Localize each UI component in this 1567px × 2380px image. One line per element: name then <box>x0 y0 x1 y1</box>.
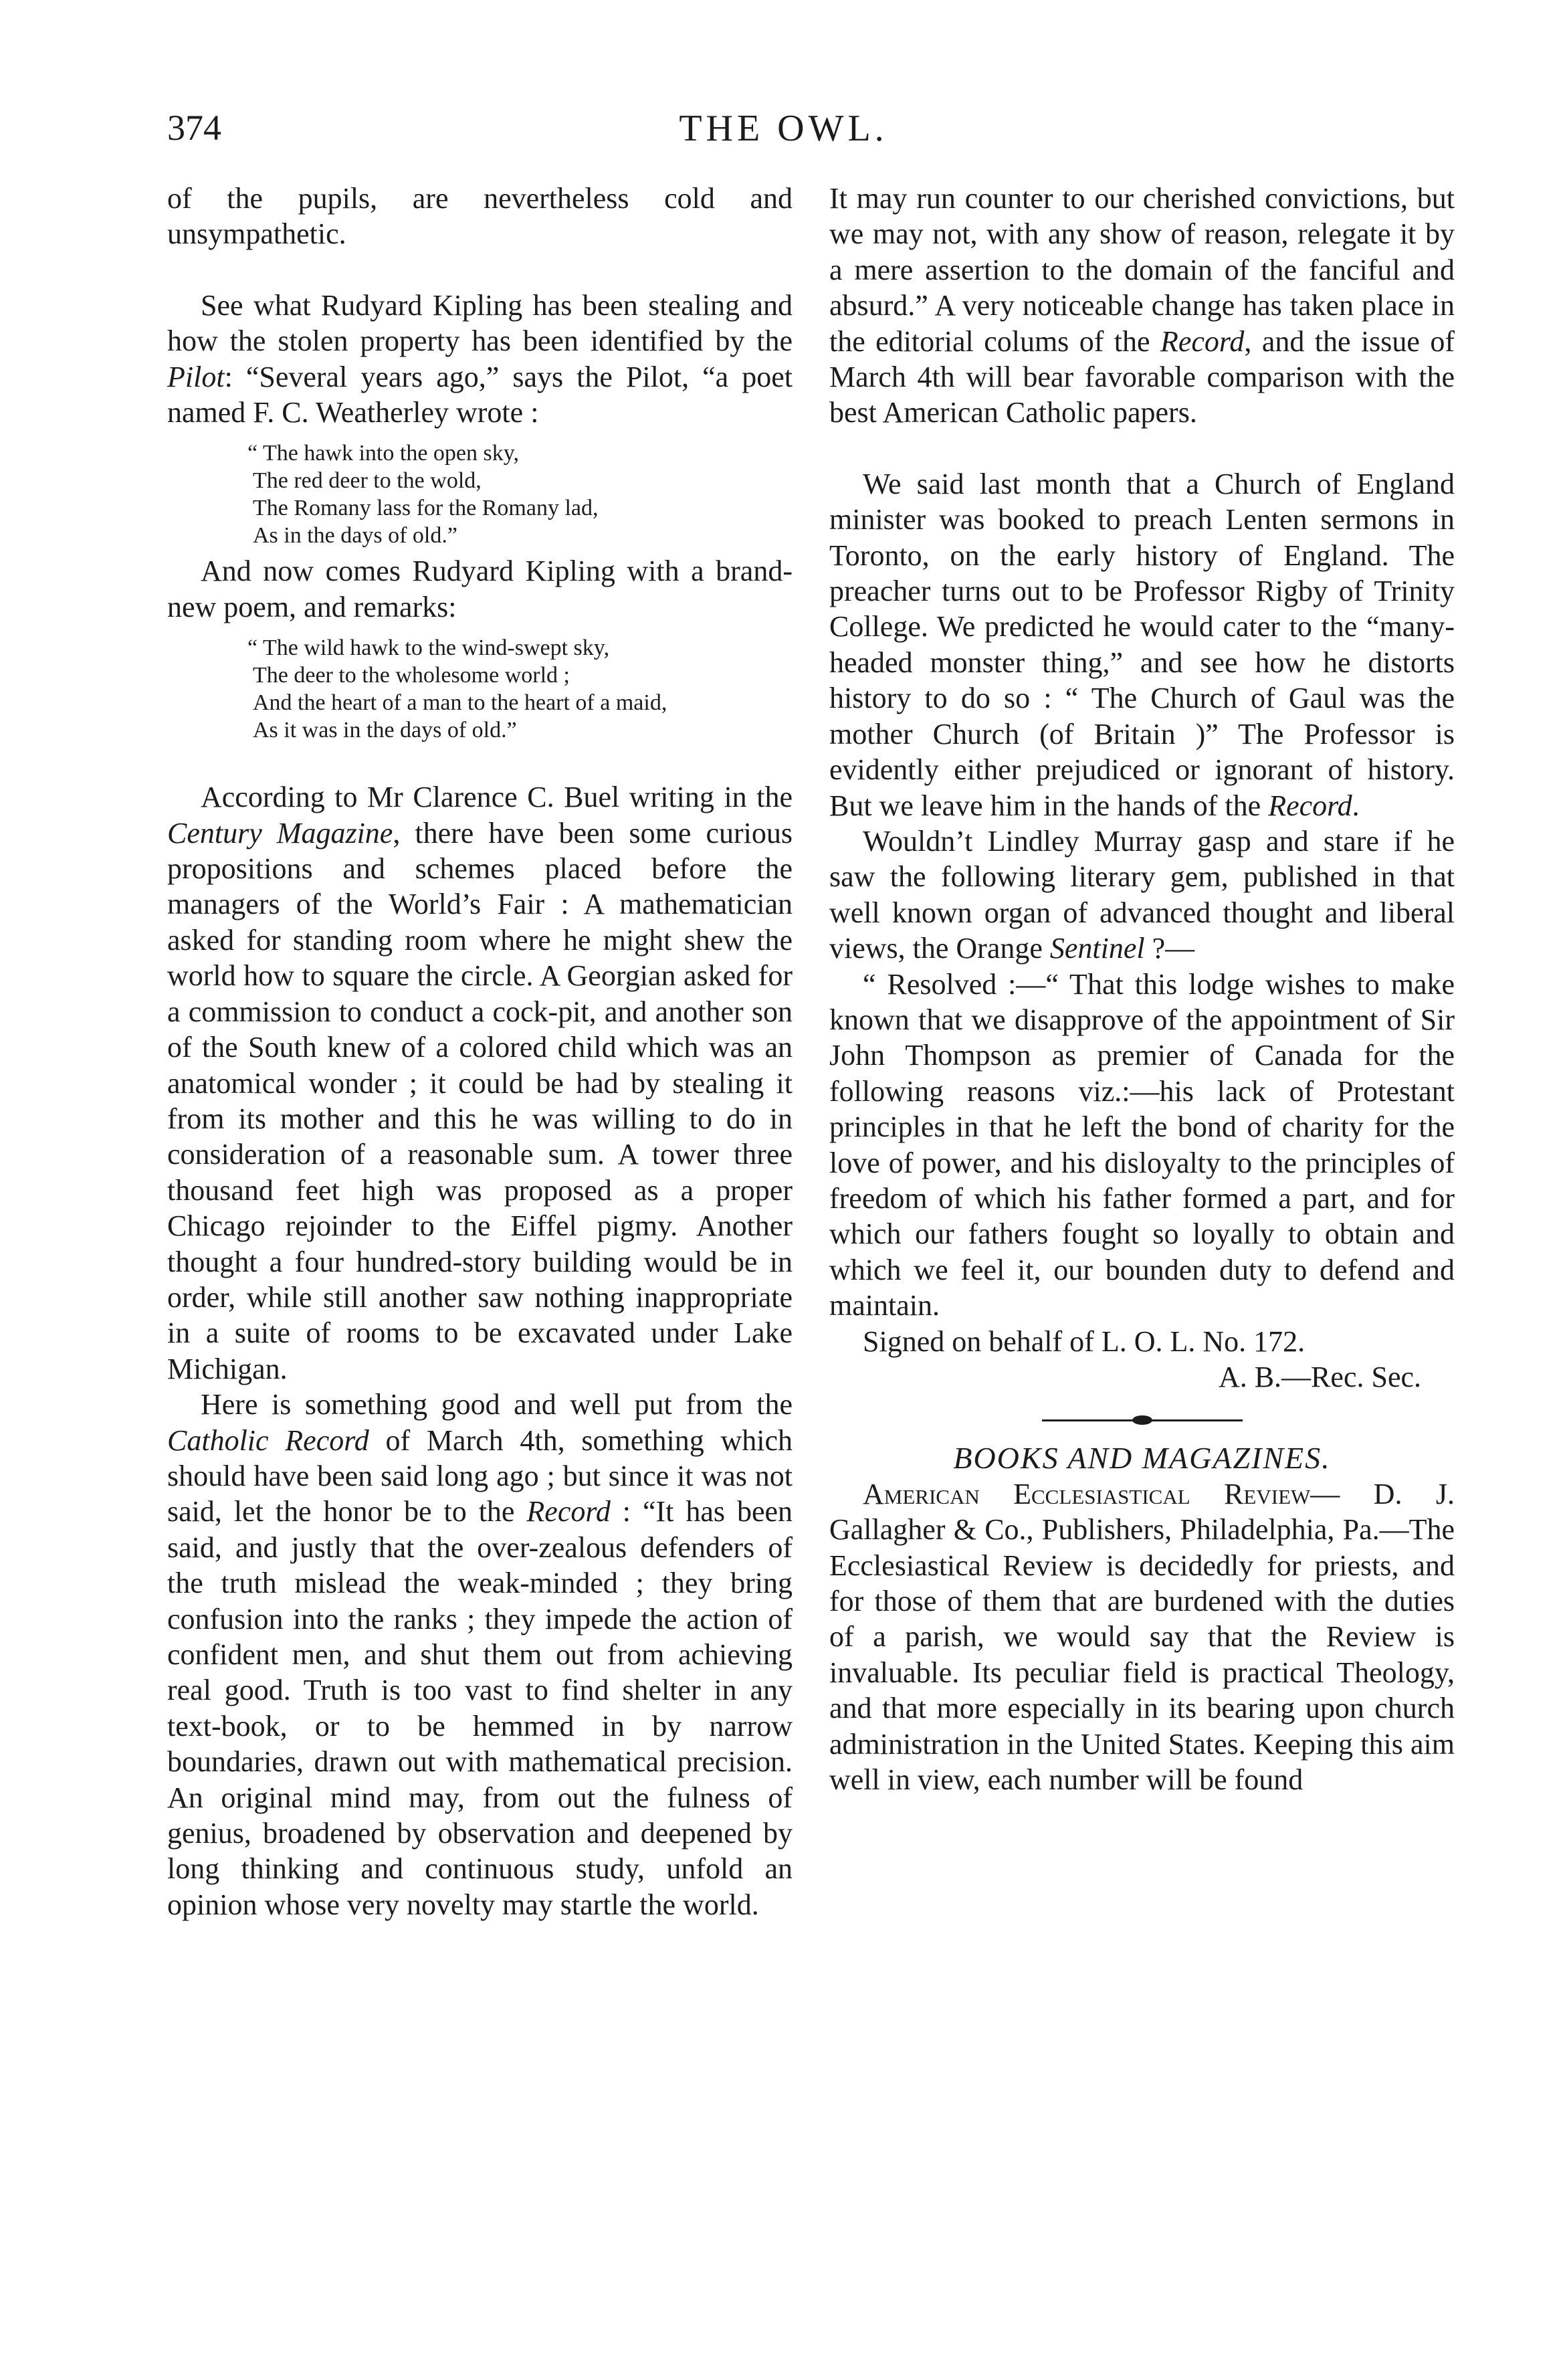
paragraph: It may run counter to our cherished convictions, but we may not, with any show of reason, relegate it by a mere assertion to the domain of the fanciful and absurd.” A very noticeable change has taken place in the editorial colums of the Record, and the issue of March 4th will bear favorable comparison with the best American Catholic papers. <box>829 182 1455 429</box>
verse-quote: “ The wild hawk to the wind-swept sky, The deer to the wholesome world ; And the heart of a man to the heart of a maid, As it was in the days of old.” <box>247 635 667 743</box>
paragraph: See what Rudyard Kipling has been stealing and how the stolen property has been identified by the Pilot: “Several years ago,” says the Pilot, “a poet named F. C. Weatherley wrote : <box>167 288 793 429</box>
ornamental-divider <box>829 1407 1455 1433</box>
signature-line: Signed on behalf of L. O. L. No. 172. <box>863 1324 1305 1358</box>
paragraph: We said last month that a Church of England minister was booked to preach Lenten sermons in Toronto, on the early history of England. The preacher turns out to be Professor Rigby of Trinity College. We predicted he would cater to the “many-headed monster thing,” and see how he distorts history to do so : “ The Church of Gaul was the mother Church (of Britain )” The Professor is evidently either prejudiced or ignorant of history. But we leave him in the hands of the Record. <box>829 467 1455 822</box>
paragraph: According to Mr Clarence C. Buel writing in the Century Magazine, there have been some curious propositions and schemes placed before the managers of the World’s Fair : A mathematician asked for standing room where he might shew the world how to square the circle. A Georgian asked for a commission to conduct a cock-pit, and another son of the South knew of a colored child which was an anatomical wonder ; it could be had by stealing it from its mother and this he was willing to do in consideration of a reasonable sum. A tower three thousand feet high was proposed as a proper Chicago rejoinder to the Eiffel pigmy. Another thought a four hundred-story building would be in order, while still another saw nothing inappropriate in a suite of rooms to be excavated under Lake Michigan. <box>167 781 793 1385</box>
left-column <box>167 181 793 1922</box>
signature-line: A. B.—Rec. Sec. <box>1218 1361 1421 1393</box>
section-heading: BOOKS AND MAGAZINES. <box>953 1441 1331 1476</box>
paragraph: of the pupils, are nevertheless cold and unsympathetic. <box>167 182 793 251</box>
paragraph: Wouldn’t Lindley Murray gasp and stare if he saw the following literary gem, published in that well known organ of advanced thought and liberal views, the Orange Sentinel ?— <box>829 824 1455 965</box>
paragraph: American Ecclesiastical Review— D. J. Gallagher & Co., Publishers, Philadelphia, Pa.—The Ecclesiastical Review is decidedly for priests, and for those of them that are burdened with the duties of a parish, we would say that the Review is invaluable. Its peculiar field is practical Theology, and that more especially in its bearing upon church administration in the United States. Keeping this aim well in view, each number will be found <box>829 1477 1455 1797</box>
verse-quote: “ The hawk into the open sky, The red deer to the wold, The Romany lass for the Romany lad, As in the days of old.” <box>247 441 599 549</box>
page-number: 374 <box>167 108 221 148</box>
running-title: THE OWL. <box>679 108 888 149</box>
paragraph: Here is something good and well put from the Catholic Record of March 4th, something which should have been said long ago ; but since it was not said, let the honor be to the Record : “It has been said, and justly that the over-zealous defenders of the truth mislead the weak-minded ; they bring confusion into the ranks ; they impede the action of confident men, and shut them out from achieving real good. Truth is too vast to find shelter in any text-book, or to be hemmed in by narrow boundaries, drawn out with mathematical precision. An original mind may, from out the fulness of genius, broadened by observation and deepened by long thinking and continuous study, unfold an opinion whose very novelty may startle the world. <box>167 1388 793 1921</box>
right-column <box>829 181 1455 1797</box>
paragraph: And now comes Rudyard Kipling with a brand-new poem, and remarks: <box>167 555 793 623</box>
page-header <box>0 107 1567 181</box>
paragraph: “ Resolved :—“ That this lodge wishes to make known that we disapprove of the appointment of Sir John Thompson as premier of Canada for the following reasons viz.:—his lack of Protestant principles in that he left the bond of charity for the love of power, and his disloyalty to the principles of freedom of which his father formed a part, and for which our fathers fought so loyally to obtain and which we feel it, our bounden duty to defend and maintain. <box>829 967 1455 1322</box>
